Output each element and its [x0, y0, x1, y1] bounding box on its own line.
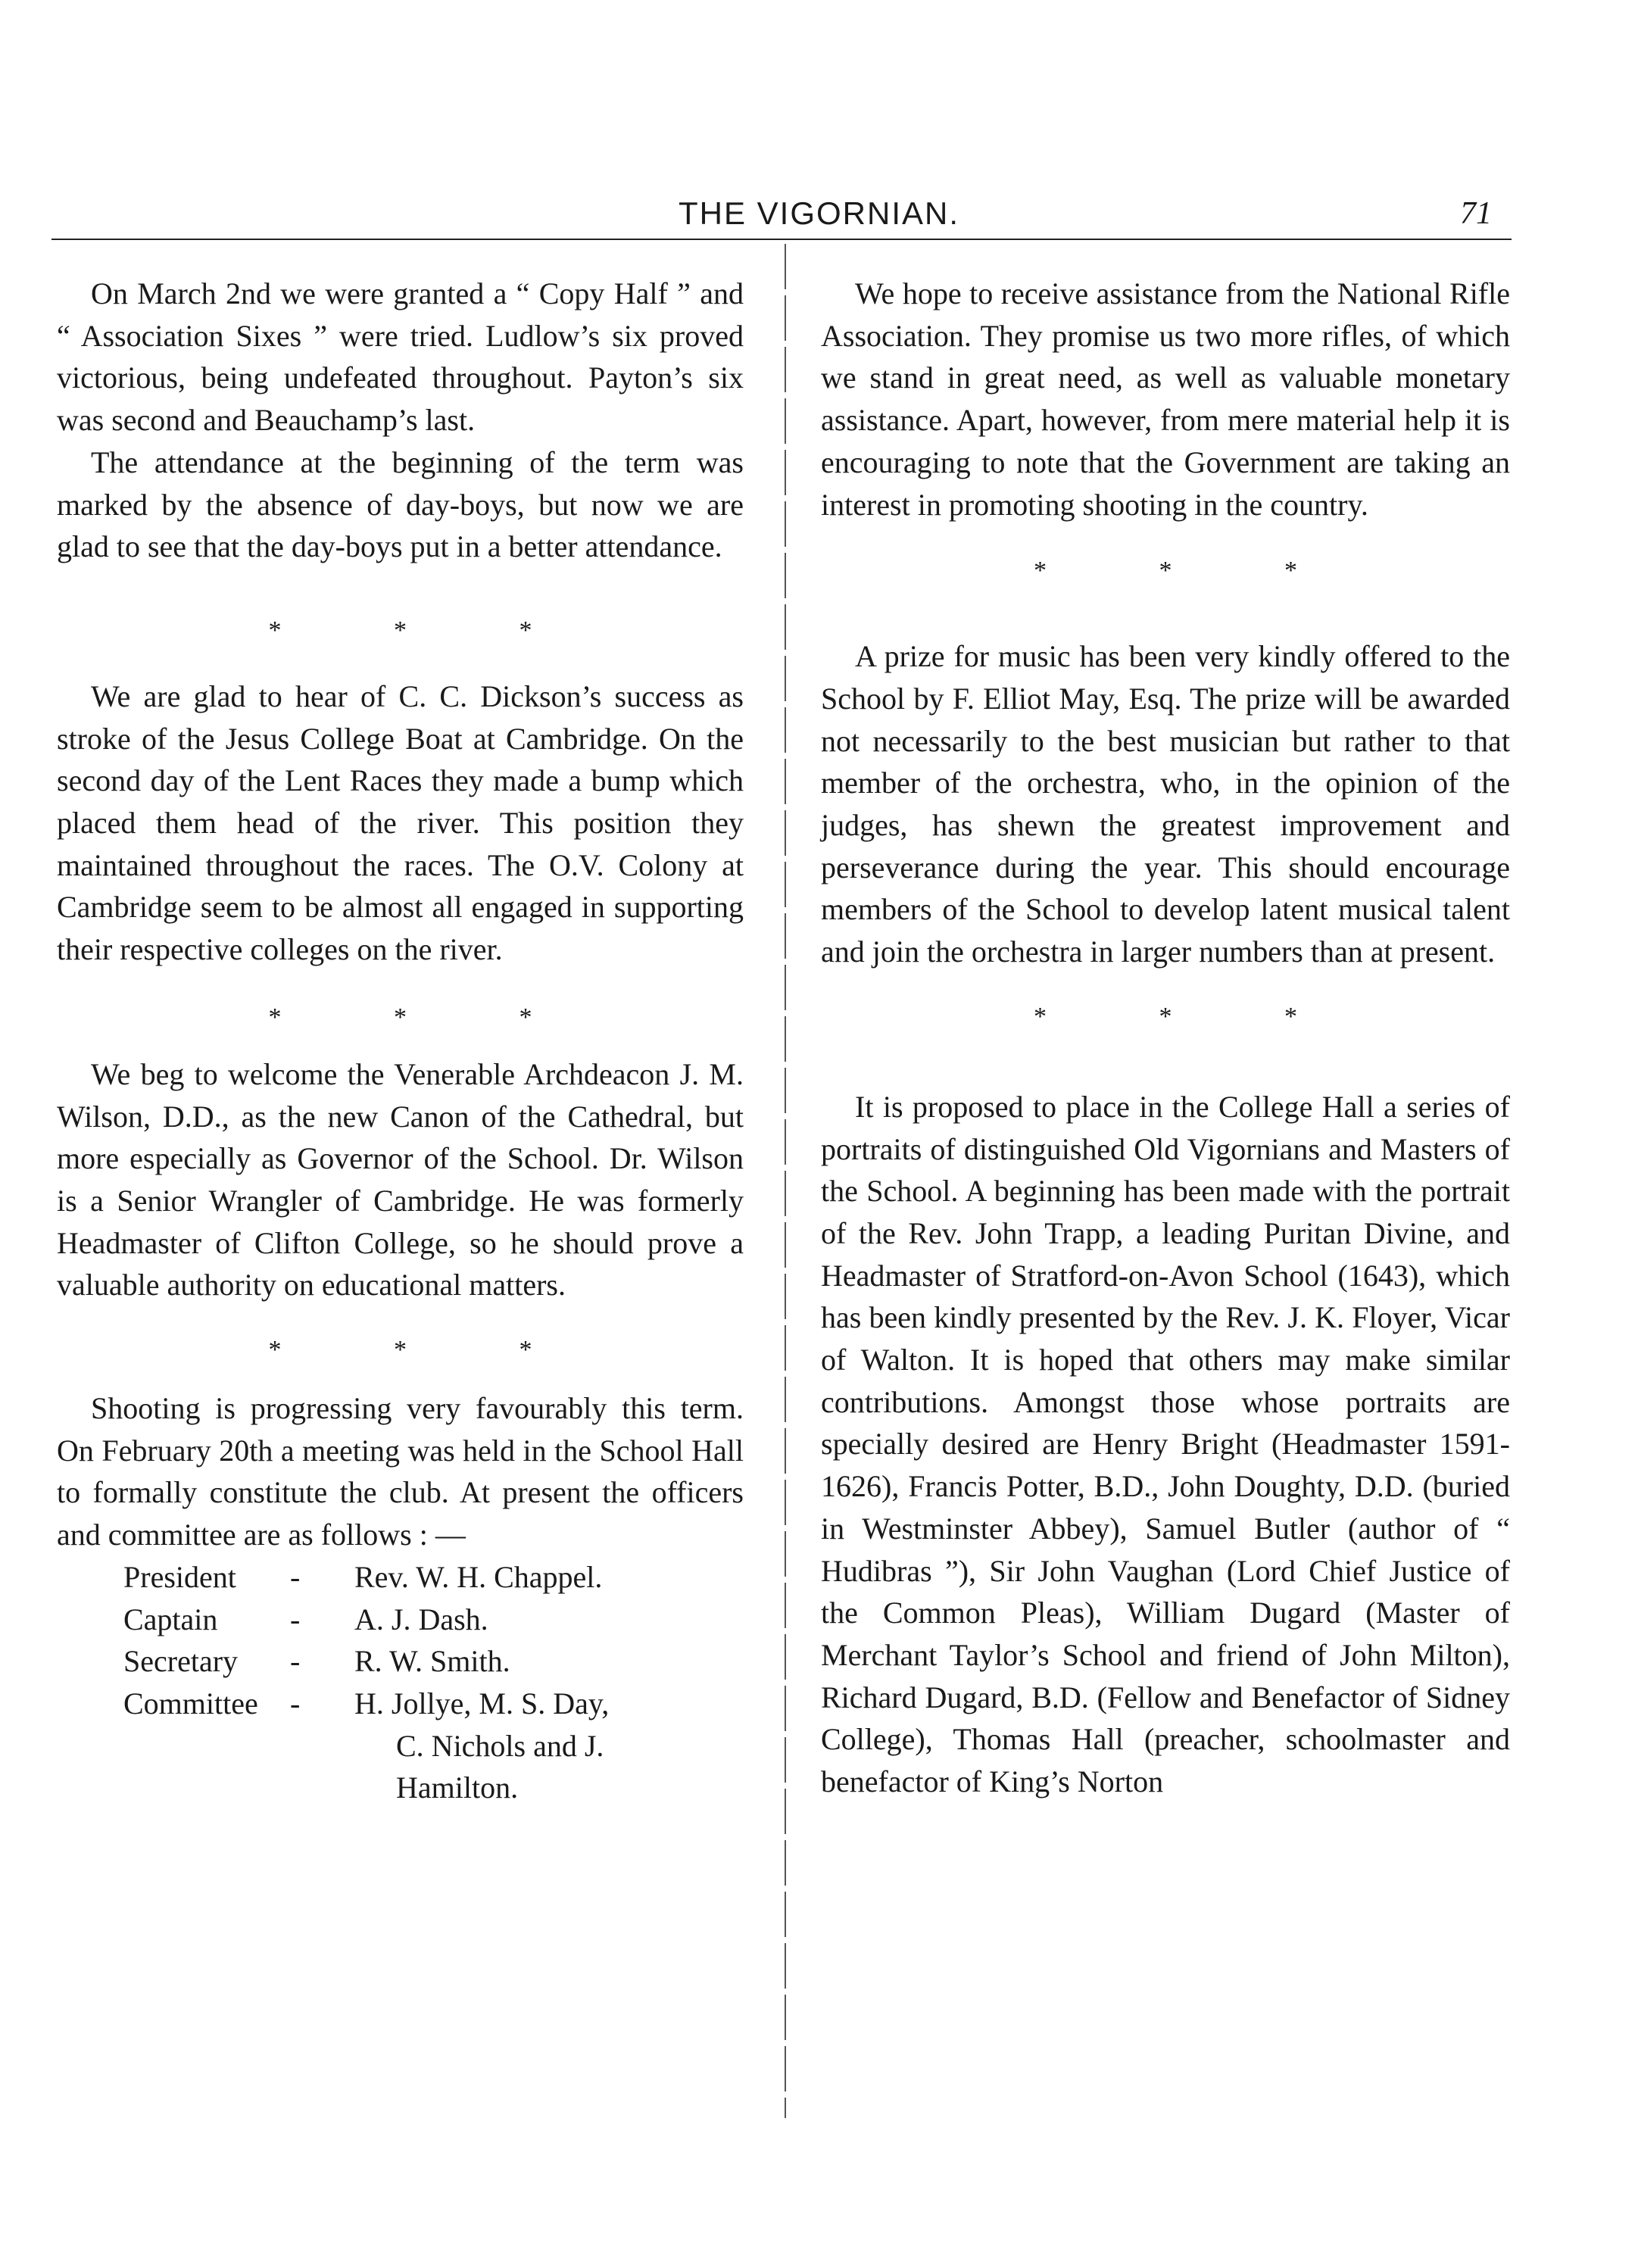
left-column	[57, 273, 744, 1809]
officer-name: Rev. W. H. Chappel.	[354, 1559, 603, 1594]
officer-role: Secretary	[123, 1644, 239, 1679]
officer-role: Captain	[123, 1602, 218, 1636]
header-rule	[51, 239, 1512, 240]
officer-dash: -	[290, 1602, 301, 1636]
paragraph-shooting: Shooting is progressing very favourably this term. On February 20th a meeting was held in the School Hall to formally constitute the club. At present the officers and committee are as follows : —	[57, 1391, 744, 1552]
officer-row	[123, 1640, 744, 1683]
paragraph-wilson: We beg to welcome the Venerable Archdeacon J. M. Wilson, D.D., as the new Canon of the Cathedral, but more especially as Governor of the School. Dr. Wilson is a Senior Wrangler of Cambridge. He was formerly Headmaster of Clifton College, so he should prove a valuable authority on educational matters.	[57, 1056, 744, 1302]
officer-name-continued: Hamilton.	[396, 1770, 519, 1805]
officer-role: Committee	[123, 1686, 258, 1720]
officer-dash: -	[290, 1644, 301, 1679]
officer-name-group	[354, 1683, 744, 1809]
officer-role: President	[123, 1559, 236, 1594]
section-separator: * * *	[1034, 1002, 1350, 1031]
running-header-title: THE VIGORNIAN.	[678, 195, 960, 231]
section-separator: * * *	[268, 1003, 585, 1031]
section-separator: * * *	[268, 1336, 585, 1365]
officer-name-continued: C. Nichols and J.	[396, 1728, 604, 1763]
officer-dash: -	[290, 1686, 301, 1720]
right-column	[821, 273, 1510, 1803]
paragraph-copy-half: On March 2nd we were granted a “ Copy Half ” and “ Association Sixes ” were tried. Ludlow’s six proved victorious, being undefeated throughout. Payton’s six was second and Beauchamp’s last.	[57, 276, 744, 438]
section-separator: * * *	[268, 616, 585, 644]
column-divider	[785, 244, 786, 2118]
officers-list	[57, 1556, 744, 1809]
paragraph-rifle-association: We hope to receive assistance from the National Rifle Association. They promise us two more rifles, of which we stand in great need, as well as valuable monetary assistance. Apart, however, from mere material help it is encouraging to note that the Government are taking an interest in promoting shooting in the country.	[821, 276, 1510, 522]
section-separator: * * *	[1034, 557, 1350, 585]
officer-row	[123, 1683, 744, 1809]
paragraph-portraits: It is proposed to place in the College Hall a series of portraits of distinguished Old Vigornians and Masters of the School. A beginning has been made with the portrait of the Rev. John Trapp, a leading Puritan Divine, and Headmaster of Stratford-on-Avon School (1643), which has been kindly presented by the Rev. J. K. Floyer, Vicar of Walton. It is hoped that others may make similar contributions. Amongst those whose portraits are specially desired are Henry Bright (Headmaster 1591-1626), Francis Potter, B.D., John Doughty, D.D. (buried in Westminster Abbey), Samuel Butler (author of “ Hudibras ”), Sir John Vaughan (Lord Chief Justice of the Common Pleas), William Dugard (Master of Merchant Taylor’s School and friend of John Milton), Richard Dugard, B.D. (Fellow and Benefactor of Sidney College), Thomas Hall (preacher, schoolmaster and benefactor of King’s Norton	[821, 1089, 1510, 1799]
officer-name: A. J. Dash.	[354, 1602, 488, 1636]
officer-name: H. Jollye, M. S. Day,	[354, 1686, 610, 1720]
paragraph-dickson: We are glad to hear of C. C. Dickson’s success as stroke of the Jesus College Boat at Cambridge. On the second day of the Lent Races they made a bump which placed them head of the river. This position they maintained throughout the races. The O.V. Colony at Cambridge seem to be almost all engaged in supporting their respective colleges on the river.	[57, 679, 744, 967]
officer-row	[123, 1599, 744, 1641]
officer-dash: -	[290, 1559, 301, 1594]
officer-name: R. W. Smith.	[354, 1644, 510, 1679]
paragraph-attendance: The attendance at the beginning of the term was marked by the absence of day-boys, but now we are glad to see that the day-boys put in a better attendance.	[57, 445, 744, 564]
page-number: 71	[1460, 196, 1492, 231]
officer-row	[123, 1556, 744, 1599]
paragraph-music-prize: A prize for music has been very kindly offered to the School by F. Elliot May, Esq. The prize will be awarded not necessarily to the best musician but rather to that member of the orchestra, who, in the opinion of the judges, has shewn the greatest improvement and perseverance during the year. This should encourage members of the School to develop latent musical talent and join the orchestra in larger numbers than at present.	[821, 639, 1510, 969]
